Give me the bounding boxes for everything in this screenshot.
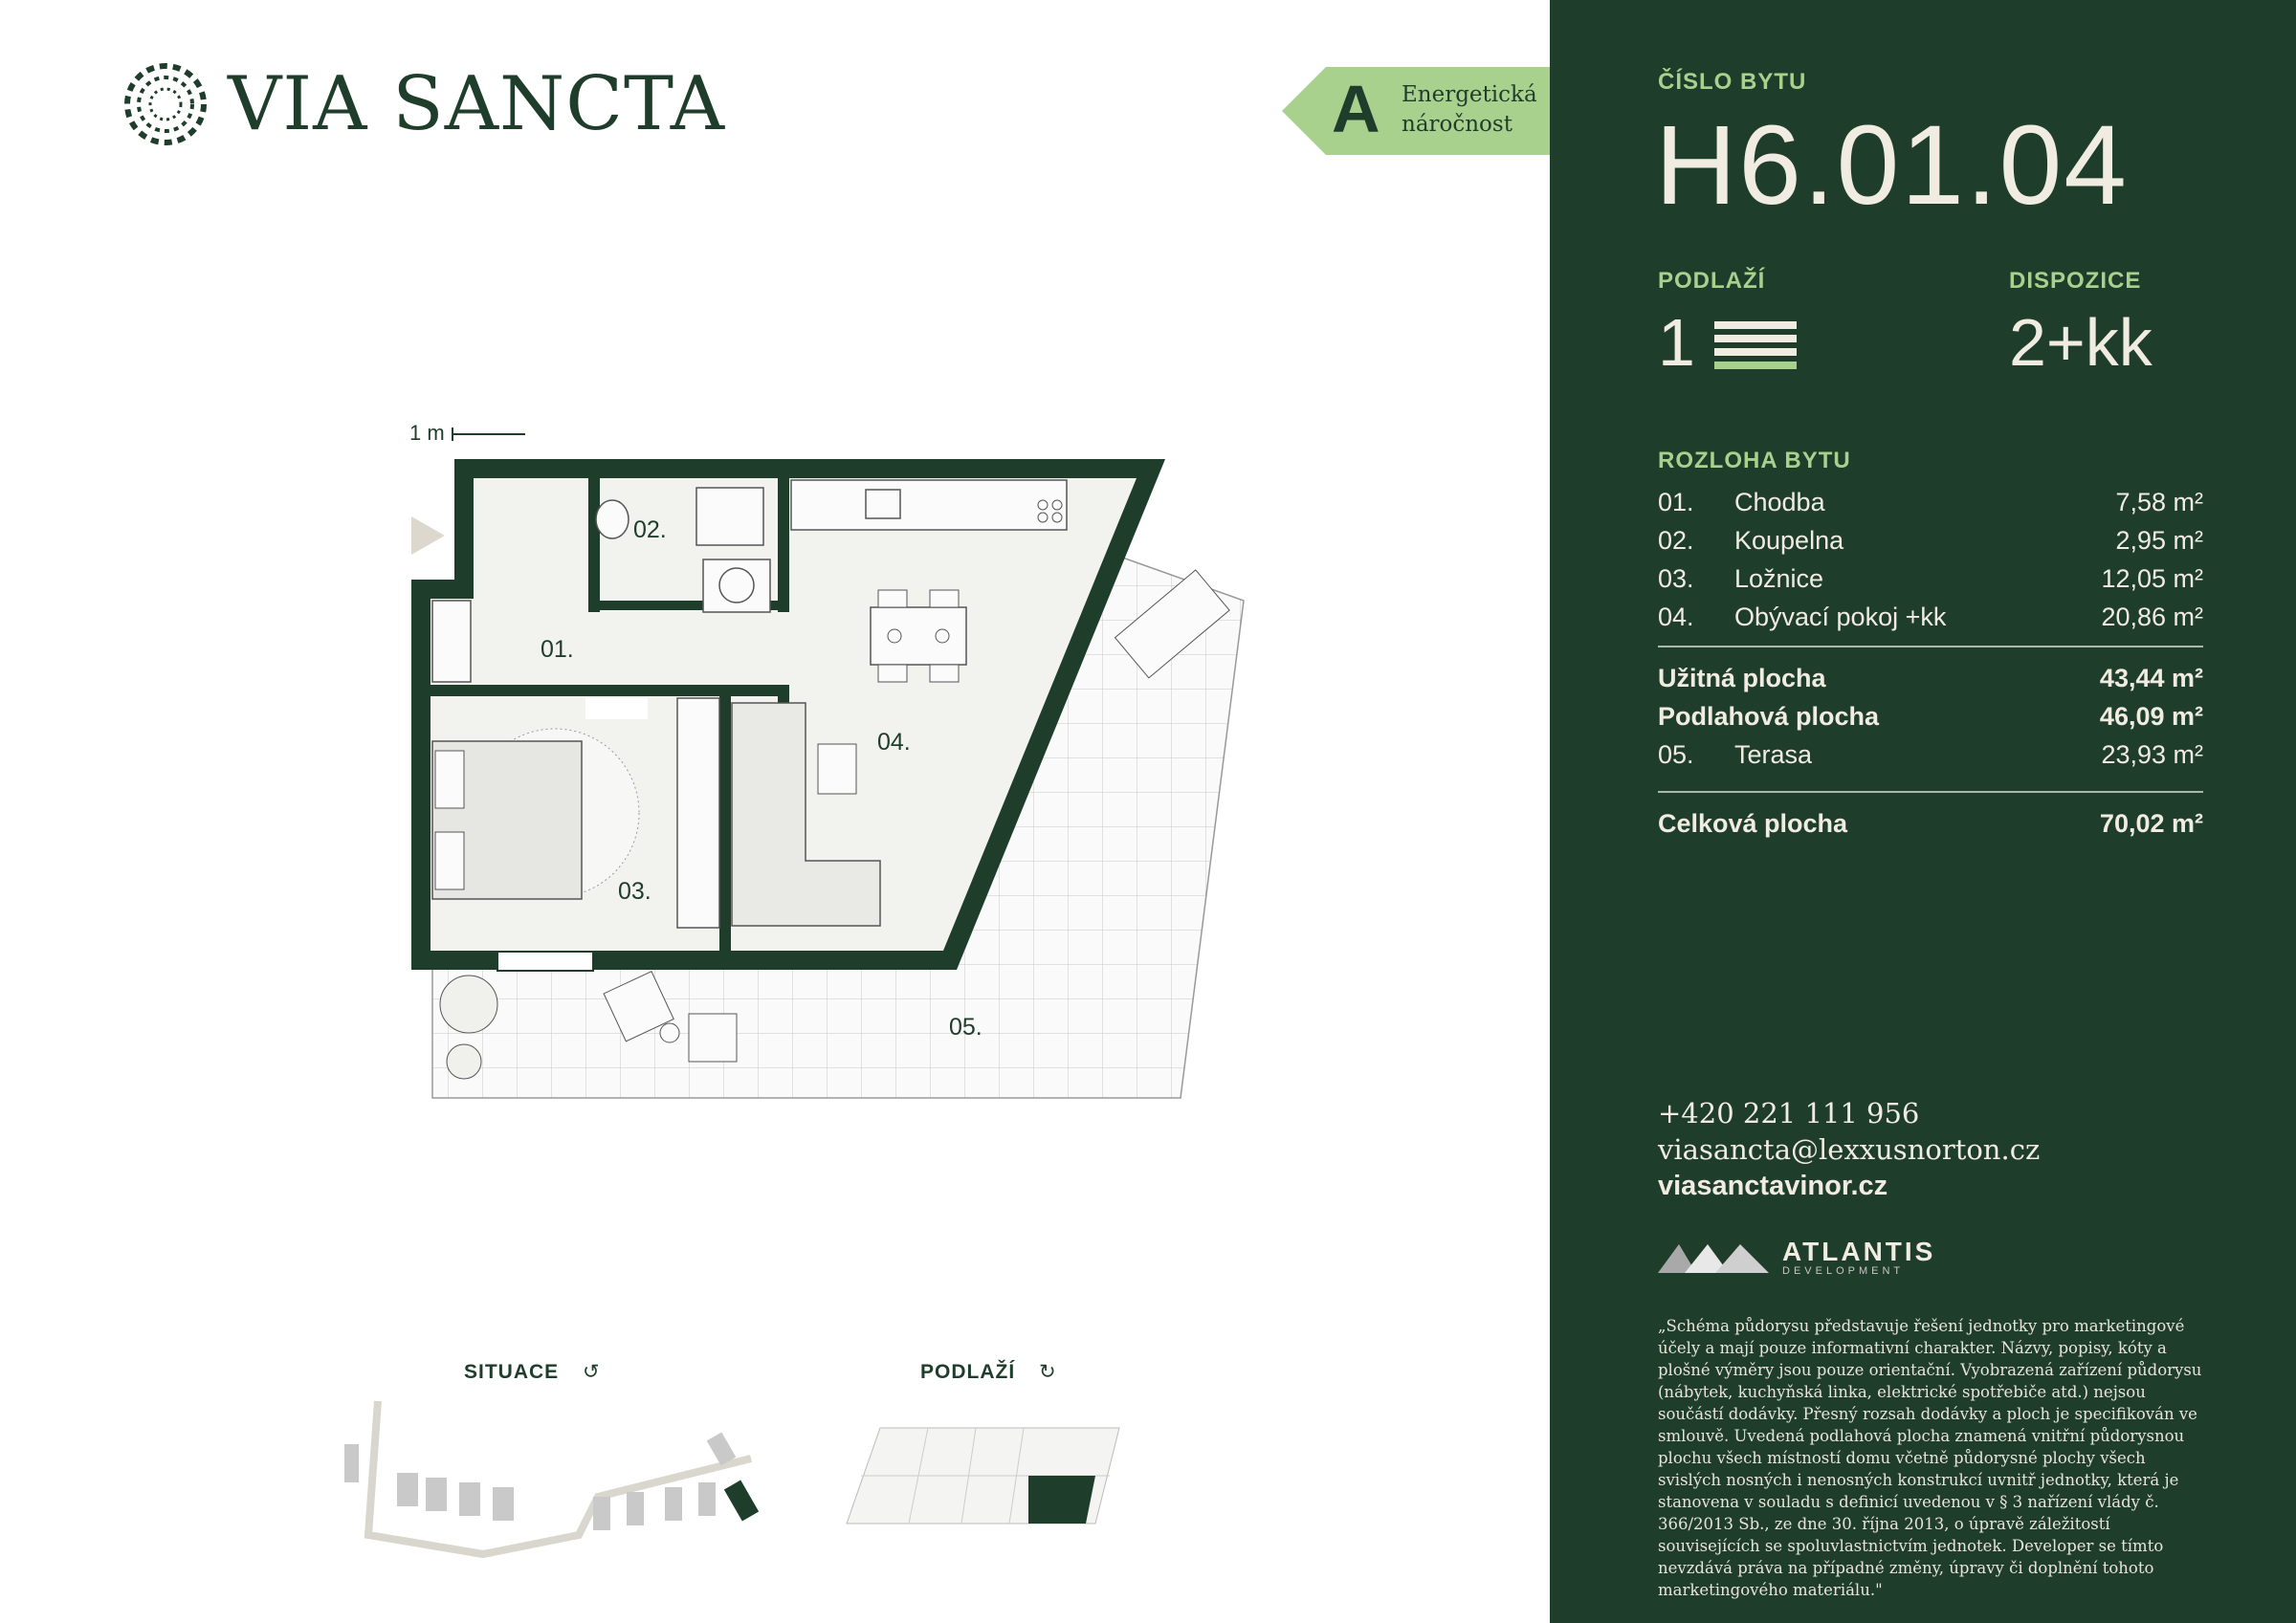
room-label-01: 01.	[541, 636, 574, 663]
unit-number: H6.01.04	[1655, 102, 2129, 229]
floor-plan	[402, 411, 1263, 1109]
email-link[interactable]: viasancta@lexxusnorton.cz	[1658, 1133, 2041, 1166]
list-item: 02. Koupelna 2,95 m²	[1658, 525, 2203, 555]
scale-label: 1 m	[409, 421, 445, 445]
atlantis-mark-icon	[1658, 1240, 1771, 1275]
web-link[interactable]: viasanctavinor.cz	[1658, 1171, 1888, 1201]
energy-letter: A	[1332, 72, 1380, 146]
floor-levels-icon	[1712, 314, 1799, 371]
divider	[1658, 646, 2203, 647]
list-item: 04. Obývací pokoj +kk 20,86 m²	[1658, 602, 2203, 631]
brand-logo	[122, 61, 725, 147]
rotate-right-icon: ↻	[1039, 1361, 1057, 1383]
list-item: 03. Ložnice 12,05 m²	[1658, 563, 2203, 593]
situation-map	[340, 1392, 770, 1564]
logo-mark-icon	[122, 61, 209, 147]
developer-name: ATLANTIS	[1782, 1237, 1936, 1266]
total-area-row: Celková plocha 70,02 m²	[1658, 808, 2203, 838]
energy-badge	[1282, 67, 1550, 155]
divider	[1658, 791, 2203, 793]
rotate-left-icon: ↺	[583, 1361, 601, 1383]
list-item: 01. Chodba 7,58 m²	[1658, 487, 2203, 516]
usable-area-row: Užitná plocha 43,44 m²	[1658, 663, 2203, 692]
room-areas	[1658, 483, 2203, 843]
contact-block	[1658, 1095, 2040, 1204]
floor-minimap-label: PODLAŽÍ ↻	[920, 1361, 1057, 1383]
developer-logo	[1658, 1239, 1935, 1277]
brand-name: VIA SANCTA	[228, 61, 726, 147]
room-label-02: 02.	[633, 516, 667, 543]
unit-number-label: ČÍSLO BYTU	[1658, 69, 1807, 95]
floor-value: 1	[1658, 305, 1695, 380]
floor-value-group	[1658, 304, 1799, 381]
layout-label: DISPOZICE	[2009, 268, 2142, 294]
floor-minimap	[842, 1423, 1124, 1528]
situation-label: SITUACE ↺	[464, 1361, 601, 1383]
floor-label: PODLAŽÍ	[1658, 268, 1766, 294]
area-title: ROZLOHA BYTU	[1658, 448, 1851, 473]
phone-link[interactable]: +420 221 111 956	[1658, 1097, 1920, 1130]
info-panel	[1550, 0, 2296, 1623]
terrace-row: 05. Terasa 23,93 m²	[1658, 739, 2203, 769]
layout-value: 2+kk	[2009, 305, 2152, 380]
developer-sub: DEVELOPMENT	[1782, 1265, 1905, 1277]
room-label-04: 04.	[877, 729, 911, 756]
floor-area-row: Podlahová plocha 46,09 m²	[1658, 701, 2203, 731]
room-label-05: 05.	[949, 1014, 982, 1041]
room-label-03: 03.	[618, 878, 651, 905]
disclaimer-text: „Schéma půdorysu představuje řešení jednotky pro marketingové účely a mají pouze informativní charakter. Názvy, popisy, kóty a plošné výměry jsou pouze orientační. Vyobrazená zařízení půdorysu (nábytek, kuchyňská linka, elektrické spotřebiče atd.) nejsou součástí dodávky. Přesný rozsah dodávky a ploch je specifikován ve smlouvě. Uvedená podlahová plocha znamená vnitřní půdorysnou plochu všech místností domu včetně půdorysné plochy všech svislých nosných i nenosných konstrukcí uvnitř jednotky, která je stanovena v souladu s definicí uvedenou v § 3 nařízení vlády č. 366/2013 Sb., ze dne 30. října 2013, o úpravě záležitostí souvisejících se spoluvlastnictvím jednotek. Developer se tímto nevzdává práva na případné změny, úpravy či doplnění tohoto marketingového materiálu."	[1658, 1317, 2202, 1599]
energy-label: Energetická náročnost	[1402, 82, 1537, 137]
